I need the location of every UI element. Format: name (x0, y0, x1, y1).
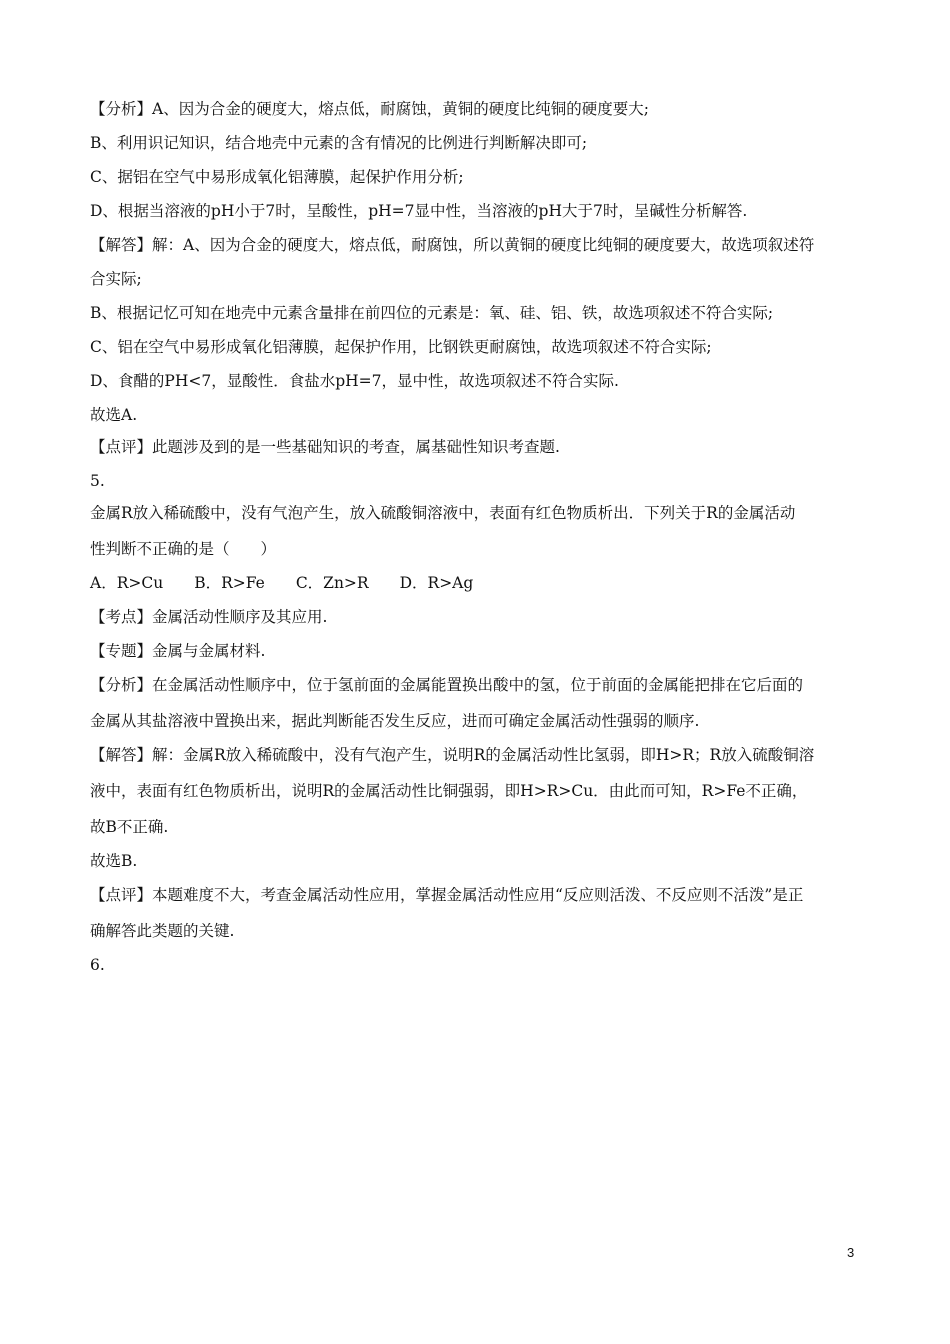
text-line: C、铝在空气中易形成氧化铝薄膜，起保护作用，比钢铁更耐腐蚀，故选项叙述不符合实际; (90, 338, 712, 356)
text-line: D、食醋的PH<7，显酸性．食盐水pH=7，显中性，故选项叙述不符合实际. (90, 372, 619, 390)
question-number: 6. (90, 956, 105, 974)
page-number: 3 (847, 1245, 855, 1260)
question-text: 金属R放入稀硫酸中，没有气泡产生，放入硫酸铜溶液中，表面有红色物质析出．下列关于R的金属活动 (90, 504, 796, 522)
question-number: 5. (90, 472, 105, 490)
text-line: B、根据记忆可知在地壳中元素含量排在前四位的元素是：氧、硅、铝、铁，故选项叙述不符合实际; (90, 304, 774, 322)
text-line: 【点评】本题难度不大，考查金属活动性应用，掌握金属活动性应用“反应则活泼、不反应则不活泼”是正 (90, 886, 804, 904)
text-line: 【点评】此题涉及到的是一些基础知识的考查，属基础性知识考查题. (90, 438, 560, 456)
text-line: 故选A. (90, 406, 138, 424)
text-line: 【分析】在金属活动性顺序中，位于氢前面的金属能置换出酸中的氢，位于前面的金属能把排在它后面的 (90, 676, 804, 694)
text-line: 确解答此类题的关键. (90, 922, 235, 940)
text-line: 合实际; (90, 270, 142, 288)
text-line: 【考点】金属活动性顺序及其应用. (90, 608, 328, 626)
text-line: 故B不正确. (90, 818, 169, 836)
question-text: 性判断不正确的是（ ） (90, 540, 277, 558)
text-line: 液中，表面有红色物质析出，说明R的金属活动性比铜强弱，即H>R>Cu．由此而可知，R>Fe不正确， (90, 782, 808, 800)
answer-options: A．R>Cu B．R>Fe C．Zn>R D．R>Ag (90, 574, 474, 592)
text-line: 【解答】解：A、因为合金的硬度大，熔点低，耐腐蚀，所以黄铜的硬度比纯铜的硬度要大，故选项叙述符 (90, 236, 815, 254)
text-line: 【解答】解：金属R放入稀硫酸中，没有气泡产生，说明R的金属活动性比氢弱，即H>R；R放入硫酸铜溶 (90, 746, 815, 764)
text-line: 故选B. (90, 852, 138, 870)
text-line: C、据铝在空气中易形成氧化铝薄膜，起保护作用分析; (90, 168, 464, 186)
text-line: 【专题】金属与金属材料. (90, 642, 266, 660)
text-line: 【分析】A、因为合金的硬度大，熔点低，耐腐蚀，黄铜的硬度比纯铜的硬度要大; (90, 100, 649, 118)
text-line: 金属从其盐溶液中置换出来，据此判断能否发生反应，进而可确定金属活动性强弱的顺序. (90, 712, 700, 730)
text-line: B、利用识记知识，结合地壳中元素的含有情况的比例进行判断解决即可; (90, 134, 588, 152)
text-line: D、根据当溶液的pH小于7时，呈酸性，pH=7显中性，当溶液的pH大于7时，呈碱性分析解答. (90, 202, 748, 220)
